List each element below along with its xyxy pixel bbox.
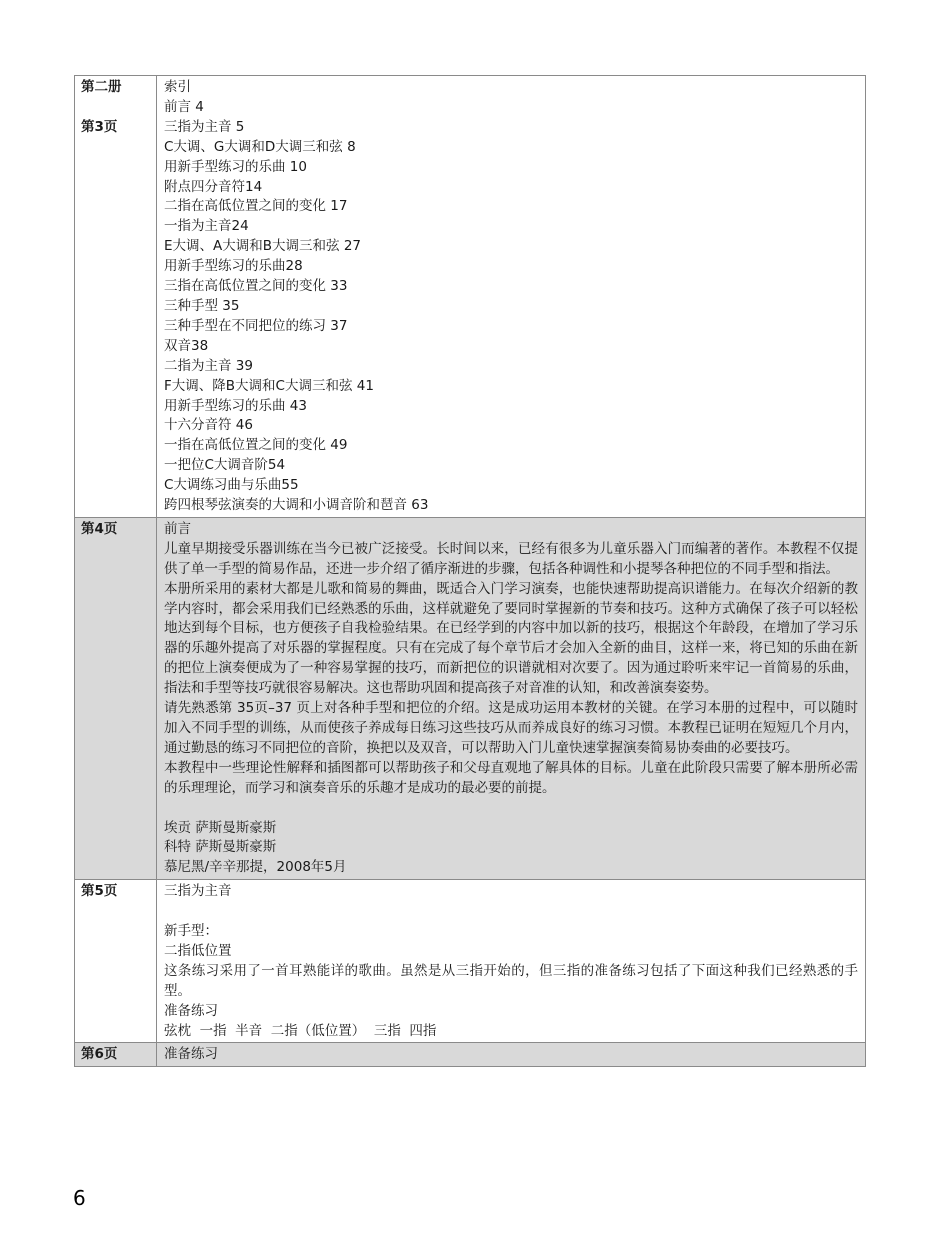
table-row <box>75 517 866 879</box>
prep-exercise-label: 准备练习 <box>164 1046 218 1063</box>
index-content-cell <box>157 76 866 518</box>
preface-paragraph: 儿童早期接受乐器训练在当今已被广泛接受。长时间以来，已经有很多为儿童乐器入门而编著的著作。本教程不仅提供了单一手型的简易作品，还进一步介绍了循序渐进的步骤，包括各种调性和小提琴各种把位的不同手型和指法。 <box>164 540 858 577</box>
index-entry: 跨四根琴弦演奏的大调和小调音阶和琶音 63 <box>164 497 429 514</box>
index-entry: C大调练习曲与乐曲55 <box>164 477 299 494</box>
index-entry: 三指为主音 5 <box>164 118 245 135</box>
preface-paragraph: 请先熟悉第 35页–37 页上对各种手型和把位的介绍。这是成功运用本教材的关键。在学习本册的过程中，可以随时加入不同手型的训练，从而使孩子养成每日练习这些技巧从而养成良好的练习习惯。本教程已证明在短短几个月内，通过勤恳的练习不同把位的音阶，换把以及双音，可以帮助入门儿童快速掌握演奏简易协奏曲的必要技巧。 <box>164 700 858 756</box>
table-row <box>75 1043 866 1067</box>
index-entry: 一指为主音24 <box>164 218 249 235</box>
index-entry: 一把位C大调音阶54 <box>164 457 286 474</box>
page-number: 6 <box>73 1186 86 1210</box>
page-label: 第4页 <box>81 520 118 537</box>
index-entry: F大调、降B大调和C大调三和弦 41 <box>164 377 374 394</box>
lesson-paragraph: 这条练习采用了一首耳熟能详的歌曲。虽然是从三指开始的，但三指的准备练习包括了下面这种我们已经熟悉的手型。 <box>164 962 858 999</box>
index-entry: 双音38 <box>164 337 209 354</box>
hand-position: 二指低位置 <box>164 942 232 959</box>
index-entry: 二指在高低位置之间的变化 17 <box>164 198 348 215</box>
preface-paragraph: 本册所采用的素材大都是儿歌和简易的舞曲，既适合入门学习演奏，也能快速帮助提高识谱能力。在每次介绍新的教学内容时，都会采用我们已经熟悉的乐曲，这样就避免了要同时掌握新的节奏和技巧。这种方式确保了孩子可以轻松地达到每个目标，也方便孩子自我检验结果。在已经学到的内容中加以新的技巧，根据这个年龄段，在增加了学习乐器的乐趣外提高了对乐器的掌握程度。只有在完成了每个章节后才会加入全新的曲目，这样一来，将已知的乐曲在新的把位上演奏便成为了一种容易掌握的技巧，而新把位的识谱就相对次要了。因为通过聆听来牢记一首简易的乐曲，指法和手型等技巧就很容易解决。这也帮助巩固和提高孩子对音准的认知，和改善演奏姿势。 <box>164 580 858 697</box>
index-entry: C大调、G大调和D大调三和弦 8 <box>164 138 356 155</box>
page-label: 第3页 <box>81 118 118 135</box>
prep-content-cell <box>157 1043 866 1067</box>
index-entry: E大调、A大调和B大调三和弦 27 <box>164 238 361 255</box>
index-title: 索引 <box>164 79 191 95</box>
page-label: 第5页 <box>81 883 118 900</box>
row-label-cell <box>75 880 157 1043</box>
table-row <box>75 880 866 1043</box>
preface-paragraph: 本教程中一些理论性解释和插图都可以帮助孩子和父母直观地了解具体的目标。儿童在此阶段只需要了解本册所必需的乐理理论，而学习和演奏音乐的乐趣才是成功的最必要的前提。 <box>164 759 858 796</box>
row-label-cell <box>75 76 157 518</box>
table-row <box>75 76 866 518</box>
lesson-content-cell <box>157 880 866 1043</box>
index-entry: 用新手型练习的乐曲 43 <box>164 397 307 414</box>
fingering-labels: 弦枕 一指 半音 二指（低位置） 三指 四指 <box>164 1022 437 1039</box>
index-entry: 用新手型练习的乐曲 10 <box>164 158 307 175</box>
lesson-subtitle: 新手型： <box>164 923 218 940</box>
index-entry: 二指为主音 39 <box>164 357 253 374</box>
place-date: 慕尼黑/辛辛那提，2008年5月 <box>164 859 347 876</box>
index-entry: 前言 4 <box>164 98 204 115</box>
author-signature: 埃贡 萨斯曼斯豪斯 <box>164 819 277 836</box>
page-label: 第6页 <box>81 1046 118 1063</box>
translation-table <box>74 75 866 1067</box>
index-entry: 附点四分音符14 <box>164 178 263 195</box>
book-label: 第二册 <box>81 79 122 95</box>
author-signature: 科特 萨斯曼斯豪斯 <box>164 839 277 856</box>
index-entry: 三指在高低位置之间的变化 33 <box>164 278 348 295</box>
index-entry: 三种手型 35 <box>164 297 240 314</box>
row-label-cell <box>75 517 157 879</box>
row-label-cell <box>75 1043 157 1067</box>
index-entry: 十六分音符 46 <box>164 417 253 434</box>
index-entry: 用新手型练习的乐曲28 <box>164 258 303 275</box>
preface-title: 前言 <box>164 520 191 537</box>
preface-content-cell <box>157 517 866 879</box>
index-entry: 一指在高低位置之间的变化 49 <box>164 437 348 454</box>
prep-exercise-label: 准备练习 <box>164 1002 218 1019</box>
index-entry: 三种手型在不同把位的练习 37 <box>164 317 348 334</box>
lesson-title: 三指为主音 <box>164 883 232 900</box>
